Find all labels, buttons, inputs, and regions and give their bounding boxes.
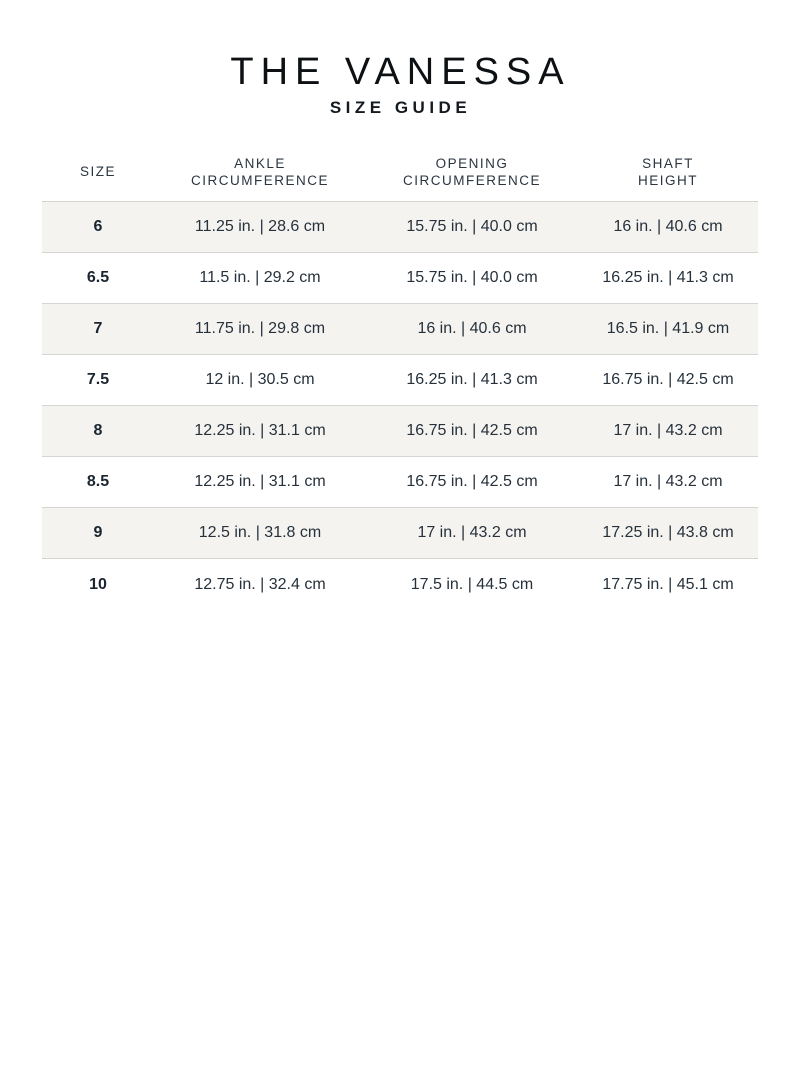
table-row [42, 508, 758, 559]
table-row [42, 304, 758, 355]
opening-cell: 17 in. | 43.2 cm [417, 524, 527, 541]
ankle-cell: 11.5 in. | 29.2 cm [199, 269, 321, 286]
table-row [42, 559, 758, 610]
size-cell: 8.5 [86, 473, 110, 490]
shaft-cell: 17 in. | 43.2 cm [613, 422, 723, 439]
opening-cell: 16.75 in. | 42.5 cm [406, 422, 538, 439]
size-cell: 10 [89, 575, 107, 593]
opening-cell: 16.25 in. | 41.3 cm [406, 371, 538, 388]
table-row [42, 406, 758, 457]
opening-cell: 16.75 in. | 42.5 cm [406, 473, 538, 490]
opening-cell: 16 in. | 40.6 cm [417, 320, 527, 337]
header-opening-circumference: OPENING CIRCUMFERENCE [402, 155, 541, 188]
size-cell: 6 [93, 218, 103, 235]
ankle-cell: 12.5 in. | 31.8 cm [198, 524, 322, 541]
shaft-cell: 16.75 in. | 42.5 cm [602, 371, 734, 388]
table-row [42, 202, 758, 253]
size-cell: 7 [93, 320, 103, 337]
table-header-row [42, 142, 758, 202]
shaft-cell: 17.75 in. | 45.1 cm [602, 575, 734, 593]
opening-cell: 17.5 in. | 44.5 cm [410, 575, 534, 593]
ankle-cell: 12 in. | 30.5 cm [205, 371, 315, 388]
shaft-cell: 17 in. | 43.2 cm [613, 473, 723, 490]
header-ankle-circumference: ANKLE CIRCUMFERENCE [190, 155, 329, 188]
ankle-cell: 12.25 in. | 31.1 cm [194, 473, 326, 490]
opening-cell: 15.75 in. | 40.0 cm [406, 218, 538, 235]
header-shaft-height: SHAFT HEIGHT [637, 155, 698, 188]
ankle-cell: 12.25 in. | 31.1 cm [194, 422, 326, 439]
header-size: SIZE [79, 164, 116, 179]
ankle-cell: 11.25 in. | 28.6 cm [194, 218, 326, 235]
ankle-cell: 11.75 in. | 29.8 cm [194, 320, 326, 337]
size-cell: 7.5 [86, 371, 110, 388]
page-subtitle: SIZE GUIDE [329, 98, 472, 117]
size-guide-table [42, 142, 758, 610]
size-cell: 9 [93, 524, 103, 541]
shaft-cell: 16 in. | 40.6 cm [613, 218, 723, 235]
ankle-cell: 12.75 in. | 32.4 cm [194, 575, 326, 593]
shaft-cell: 16.5 in. | 41.9 cm [606, 320, 730, 337]
table-row [42, 355, 758, 406]
opening-cell: 15.75 in. | 40.0 cm [406, 269, 538, 286]
table-row [42, 457, 758, 508]
size-cell: 8 [93, 422, 103, 439]
size-cell: 6.5 [86, 269, 110, 286]
table-row [42, 253, 758, 304]
page-title: THE VANESSA [230, 51, 571, 93]
shaft-cell: 17.25 in. | 43.8 cm [602, 524, 734, 541]
shaft-cell: 16.25 in. | 41.3 cm [602, 269, 734, 286]
